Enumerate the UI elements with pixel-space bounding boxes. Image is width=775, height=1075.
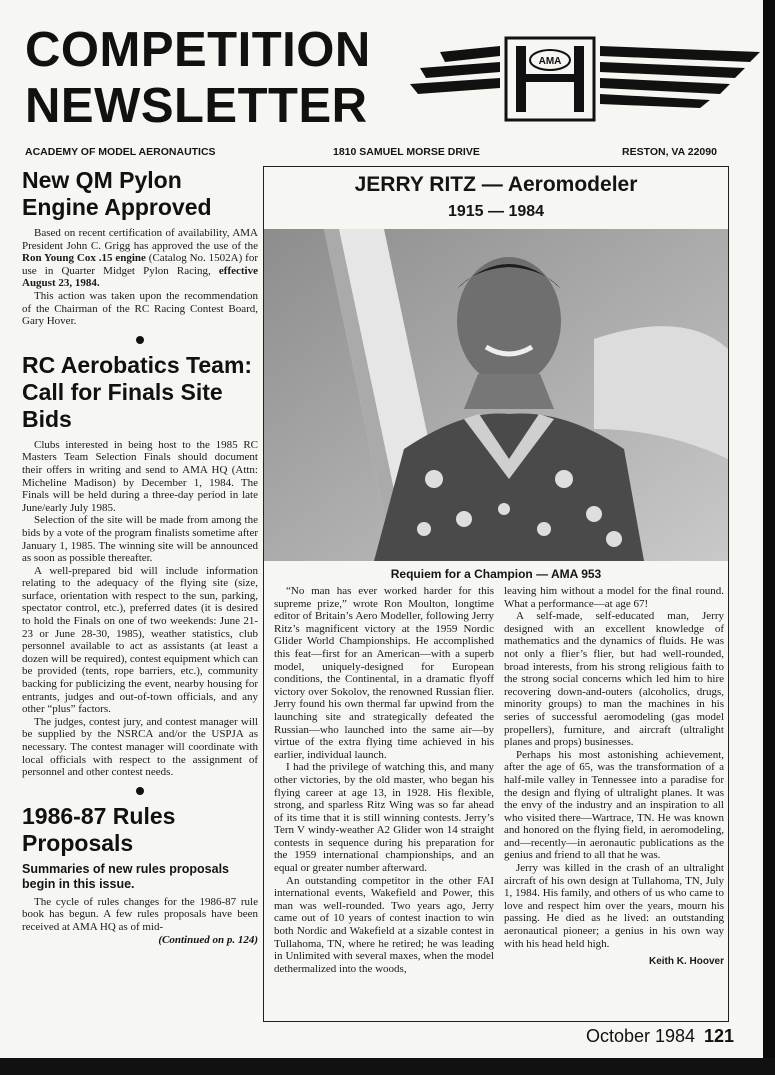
ritz-column-1: “No man has ever worked harder for this supreme prize,” wrote Ron Moulton, longtime editor of Britain’s Aero Modeller, following Jerry Ritz’s magnificent victory at the 1959 Nordic Glider World Championships. He accomplished this feat—first for an American—with a superb model, uniquely-designed for European conditions, the Continental, in a dramatic flyoff victory over Sokolov, the renowned Russian flier. Jerry found his own thermal far upwind from the launching site and strategically defeated the Russian—who launched into the same air—by virtue of the extra flying time achieved in his earlier, individual launch. I had the privilege of watching this, and many other victories, by the old master, who began his flying career at age 13, in 1928. His flexible, strong, and sparless Ritz Wing was so far ahead of its time that it is still winning contests. Jerry’s Tern V windy-weather A2 Glider won 14 straight contests in sequence during his preparation for the 1959 international championships, and an equal or greater number afterward. An outstanding competitor in the other FAI international events, Wakefield and Power, this man was well-rounded. Two years ago, Jerry came out of 10 years of contest inaction to win both Nordic and Wakefield at a sizable contest in Tullahoma, TN, where he retired; he was leading in Unlimited with several maxes, when the model dethermalized into the woods, [274, 585, 494, 975]
org-address: 1810 SAMUEL MORSE DRIVE [333, 146, 480, 158]
scan-edge-right [763, 0, 775, 1075]
left-column [22, 167, 258, 946]
org-city: RESTON, VA 22090 [622, 146, 717, 158]
section-bullet [136, 787, 144, 795]
scan-edge-bottom [0, 1058, 775, 1075]
rules-headline: 1986-87 Rules Proposals [22, 802, 176, 856]
section-bullet [136, 336, 144, 344]
ama-wings-logo [350, 34, 760, 134]
org-name: ACADEMY OF MODEL AERONAUTICS [25, 146, 216, 158]
aerobatics-headline: RC Aerobatics Team: Call for Finals Site Bids [22, 351, 253, 432]
rules-lead: Summaries of new rules proposals begin in this issue. [22, 861, 230, 891]
pylon-headline: New QM Pylon Engine Approved [22, 167, 212, 220]
photo-caption: Requiem for a Champion — AMA 953 [390, 567, 602, 581]
rules-article: The cycle of rules changes for the 1986-87 rule book has begun. A few rules proposals have been received at AMA HQ as of mid- [22, 895, 258, 933]
ritz-years: 1915 — 1984 [447, 203, 545, 220]
page-number: 121 [704, 1026, 735, 1046]
ritz-headline: JERRY RITZ — Aeromodeler [354, 173, 638, 196]
ritz-column-2: leaving him without a model for the final round. What a performance—at age 67! A self-made, self-educated man, Jerry designed with an excellent knowledge of mathematics and the dynamics of fluids. He was not only a flier’s flier, but had well-rounded, broad interests, from his strong religious faith to the strong social concerns which led him to hire recovering down-and-outers (alcoholics, drugs, minority groups) to man the machines in his series of successful aeromodeling (gas model propellers), furniture, and aircraft (ultralight planes and props) businesses. Perhaps his most astonishing achievement, after the age of 65, was the transformation of a half-mile valley in Tennessee into a paradise for the design and flying of ultralight planes. It was the envy of the industry and an inspiration to all who visited there—Wartrace, TN. He was known and honored on the flying field, in aeromodeling, and—recently—in aeronautic publications as the genius and friend to all that he was. Jerry was killed in the crash of an ultralight aircraft of his own design at Tullahoma, TN, July 1, 1984. His family, and others of us who came to love and respect him over the years, mourn his passing. He died as he lived: an outstanding aeronautical pioneer; a genius in his own way with his head held high. Keith K. Hoover [504, 585, 724, 968]
author-byline: Keith K. Hoover [648, 956, 724, 968]
ama-badge-text: AMA [538, 56, 562, 67]
issue-date: October 1984 [586, 1026, 696, 1046]
masthead-line-2: NEWSLETTER [25, 79, 368, 133]
pylon-article: Based on recent certification of availability, AMA President John C. Grigg has approved the use of the Ron Young Cox .15 engine (Catalog No. 1502A) for use in Quarter Midget Pylon Racing, effective August 23, 1984. This action was taken upon the recommendation of the Chairman of the RC Racing Contest Board, Gary Hover. [22, 227, 258, 328]
masthead-line-1: COMPETITION [25, 23, 371, 77]
ritz-feature [263, 166, 729, 1022]
aerobatics-article: Clubs interested in being host to the 1985 RC Masters Team Selection Finals should document their offers in writing and send to AMA HQ (Attn: Micheline Madison) by December 1, 1984. The Finals will be held during a three-day period in late June/early July 1985. Selection of the site will be made from among the bids by a vote of the program finalists sometime after January 1, 1985. The winning site will be announced as soon as possible thereafter. A well-prepared bid will include information relating to the adequacy of the flying site (size, surface, orientation with respect to the sun, parking, spectator control, etc.), preferred dates (it is desired to hold the Finals on one of two weekends: June 21-23 or June 28-30, 1985), weather statistics, club personnel available to act as assistants (at least a dozen will be required), contest equipment which can be provided (tents, rope barriers, etc.), community backing for publicizing the event, nearby housing for entrants, judges and out-of-town officials, and any other “plus” factors. The judges, contest jury, and contest manager will be supplied by the NSRCA and/or the USPJA as necessary. The contest manager will coordinate with local officials with respect to the assignment of personnel and other contest needs. [22, 438, 258, 779]
continued-note: (Continued on p. 124) [158, 933, 258, 946]
ritz-portrait-photo [264, 229, 728, 561]
